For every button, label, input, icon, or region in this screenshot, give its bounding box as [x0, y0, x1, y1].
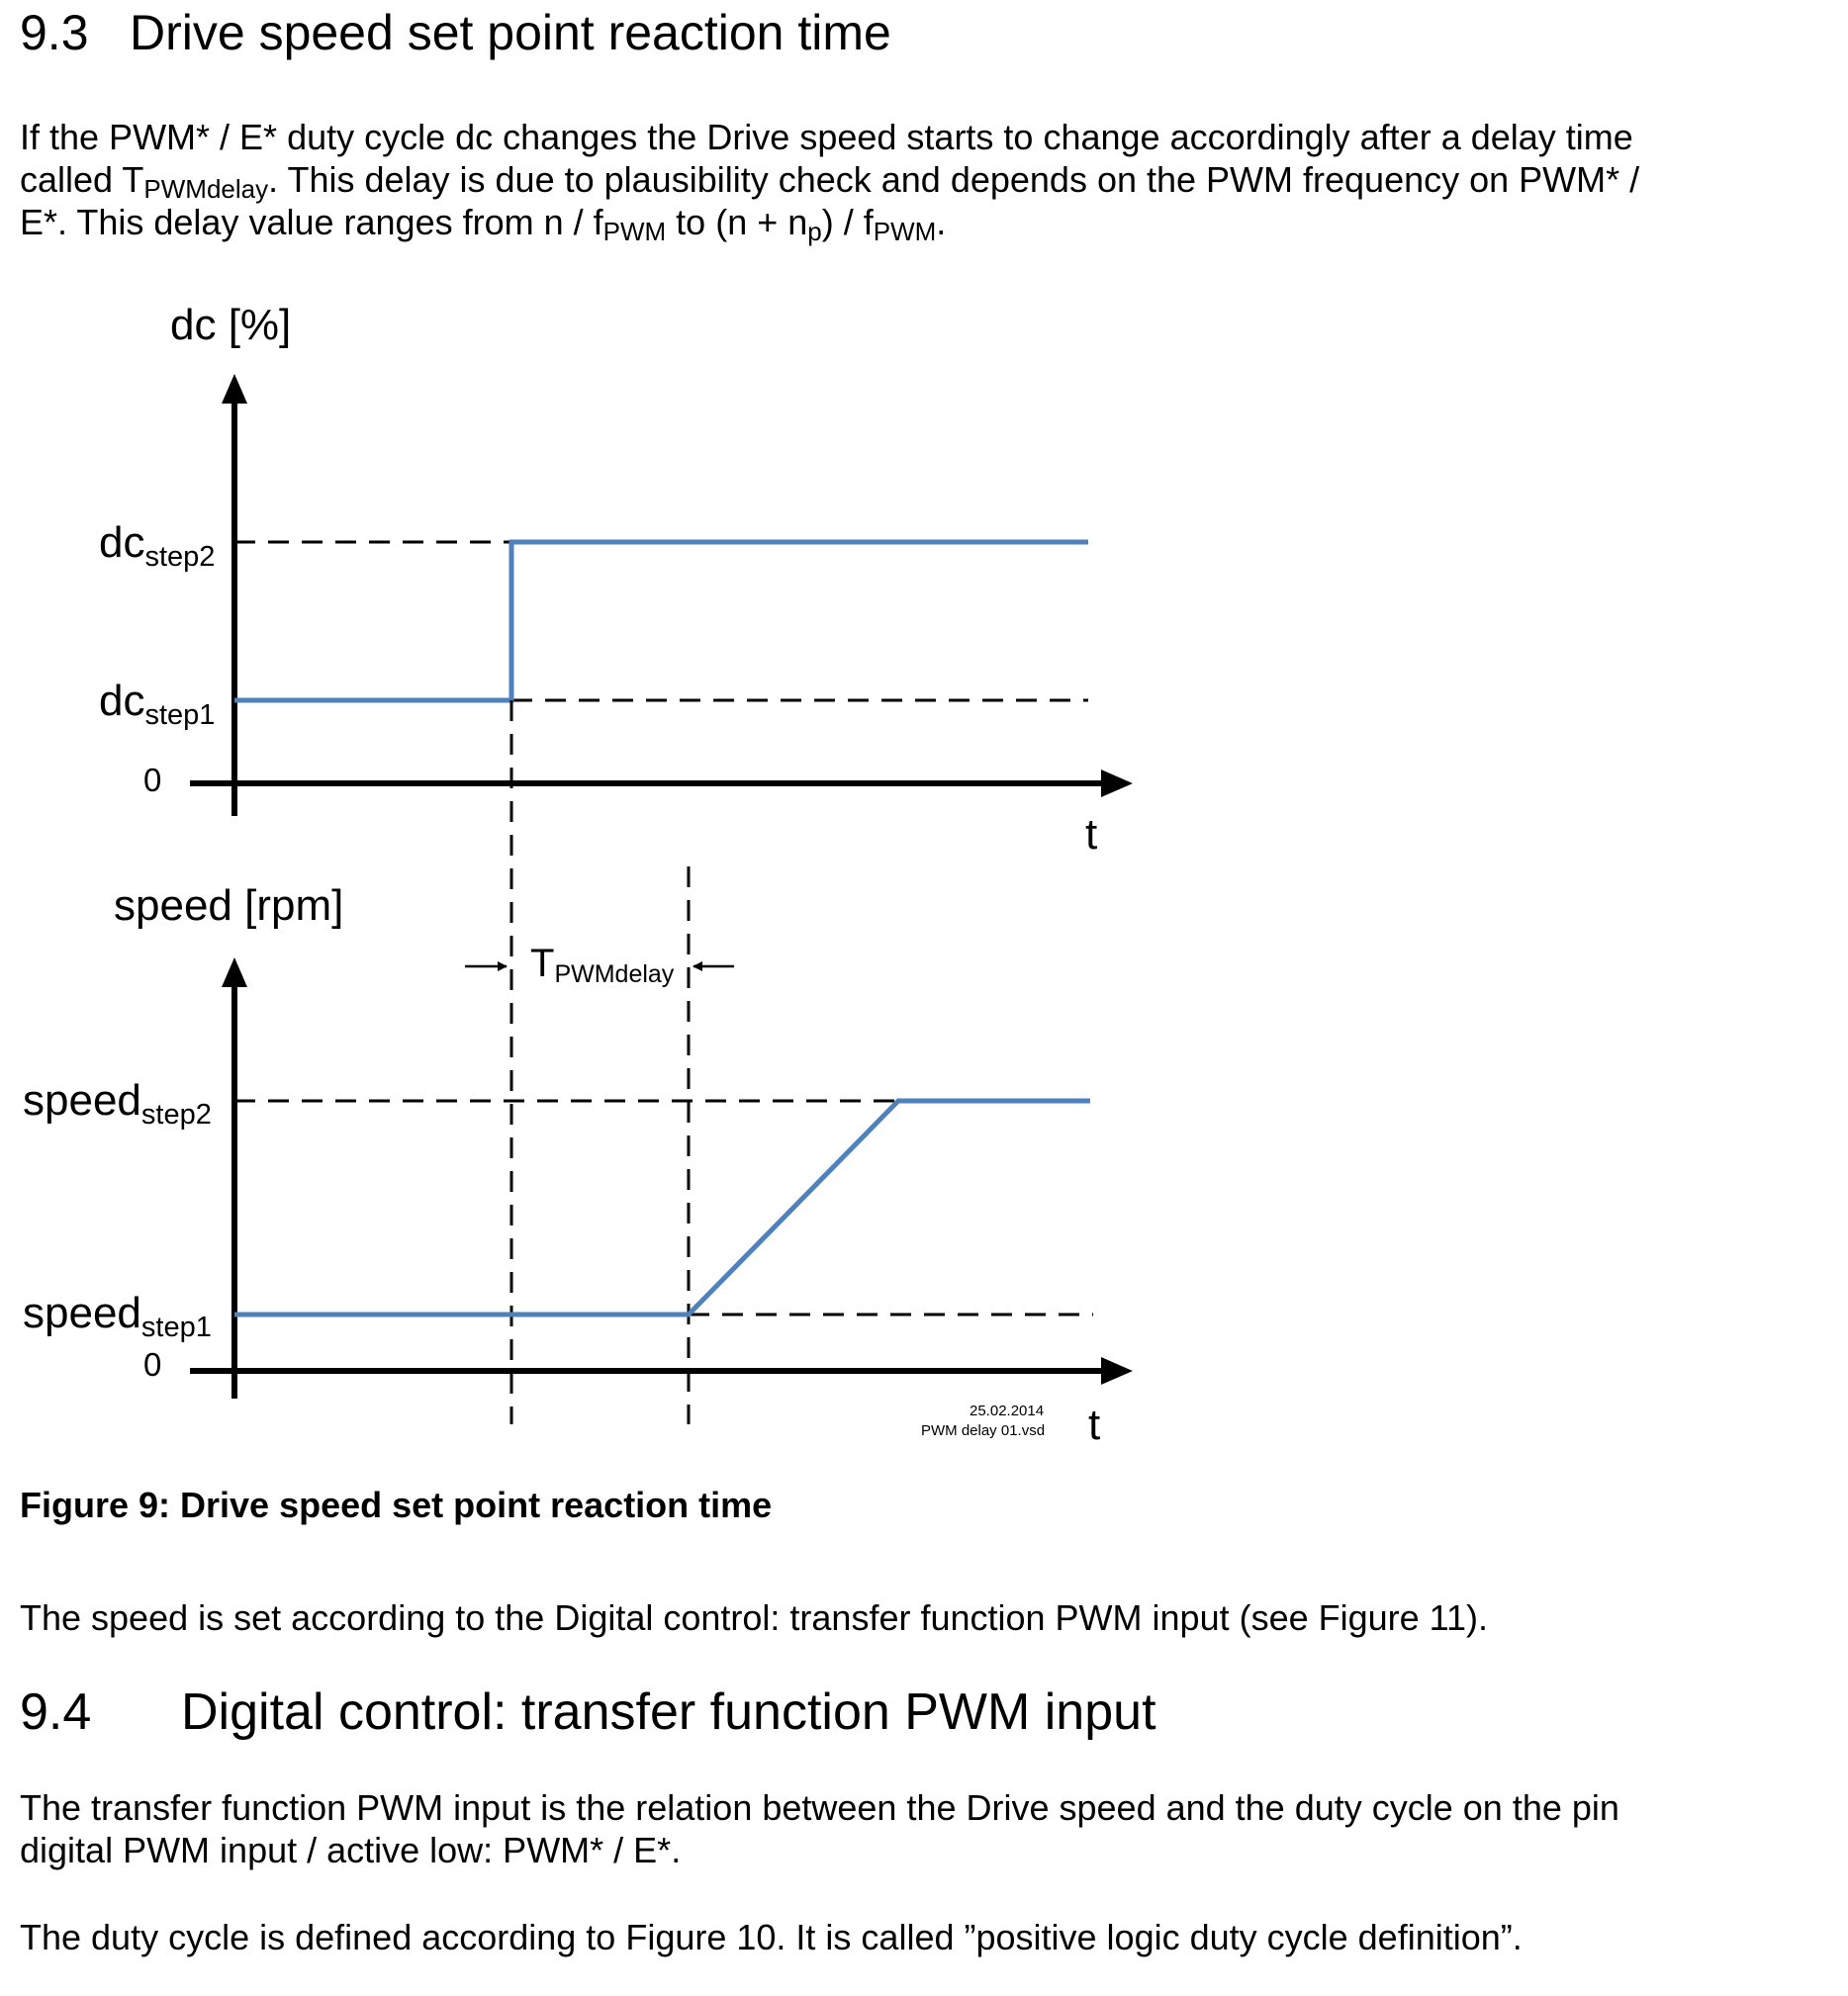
section-number: 9.3 — [20, 5, 89, 60]
speed-x-axis-arrow — [1101, 1357, 1133, 1385]
dc-step2-label: $dc_{step2}$ — [99, 518, 216, 573]
section-title: Drive speed set point reaction time — [130, 5, 891, 60]
speed-y-axis-arrow — [222, 957, 247, 987]
speed-signal — [234, 1101, 1090, 1315]
figure-caption: Figure 9: Drive speed set point reaction time — [20, 1485, 773, 1525]
section-title: Digital control: transfer function PWM input — [181, 1683, 1156, 1741]
after-figure-paragraph: The speed is set according to the Digital control: transfer function PWM input (see Figure 11). — [20, 1597, 1489, 1638]
drawing-date-stamp: 25.02.2014 — [970, 1403, 1045, 1419]
speed-t-label: t — [1088, 1401, 1101, 1449]
dc-t-label: t — [1085, 810, 1098, 859]
drawing-file-stamp: PWM delay 01.vsd — [921, 1422, 1046, 1439]
dc-axis-label: dc [%] — [170, 301, 292, 349]
speed-step2-label: speed$_{step2}$ — [23, 1076, 212, 1131]
dc-step1-label: $dc_{step1}$ — [99, 677, 216, 731]
para-94-second: The duty cycle is defined according to Figure 10. It is called ”positive logic duty cycle definition”. — [20, 1917, 1523, 1957]
intro-line-1: If the PWM* / E* duty cycle dc changes the Drive speed starts to change accordingly after a delay time — [20, 117, 1633, 157]
para-94-line-1: The transfer function PWM input is the relation between the Drive speed and the duty cycle on the pin — [20, 1787, 1619, 1828]
dc-x-axis-arrow — [1101, 770, 1133, 797]
dc-signal — [234, 542, 1088, 700]
delay-label: TPWMdelay — [530, 942, 675, 988]
dc-zero-label: 0 — [143, 762, 162, 798]
intro-line-3: E*. This delay value ranges from n / $f_{PWM}$ to $(n + n_p) / f_{PWM}$. — [20, 202, 947, 246]
intro-line-2: called $T_{PWMdelay}$. This delay is due to plausibility check and depends on the PWM frequency on PWM* / — [20, 159, 1640, 204]
para-94-line-2: digital PWM input / active low: PWM* / E*. — [20, 1830, 682, 1870]
speed-zero-label: 0 — [143, 1346, 162, 1383]
speed-axis-label: speed [rpm] — [114, 881, 344, 930]
speed-step1-label: speed$_{step1}$ — [23, 1289, 212, 1343]
section-number: 9.4 — [20, 1683, 92, 1741]
section-heading-9-4 — [20, 1681, 1156, 1743]
dc-y-axis-arrow — [222, 374, 247, 404]
